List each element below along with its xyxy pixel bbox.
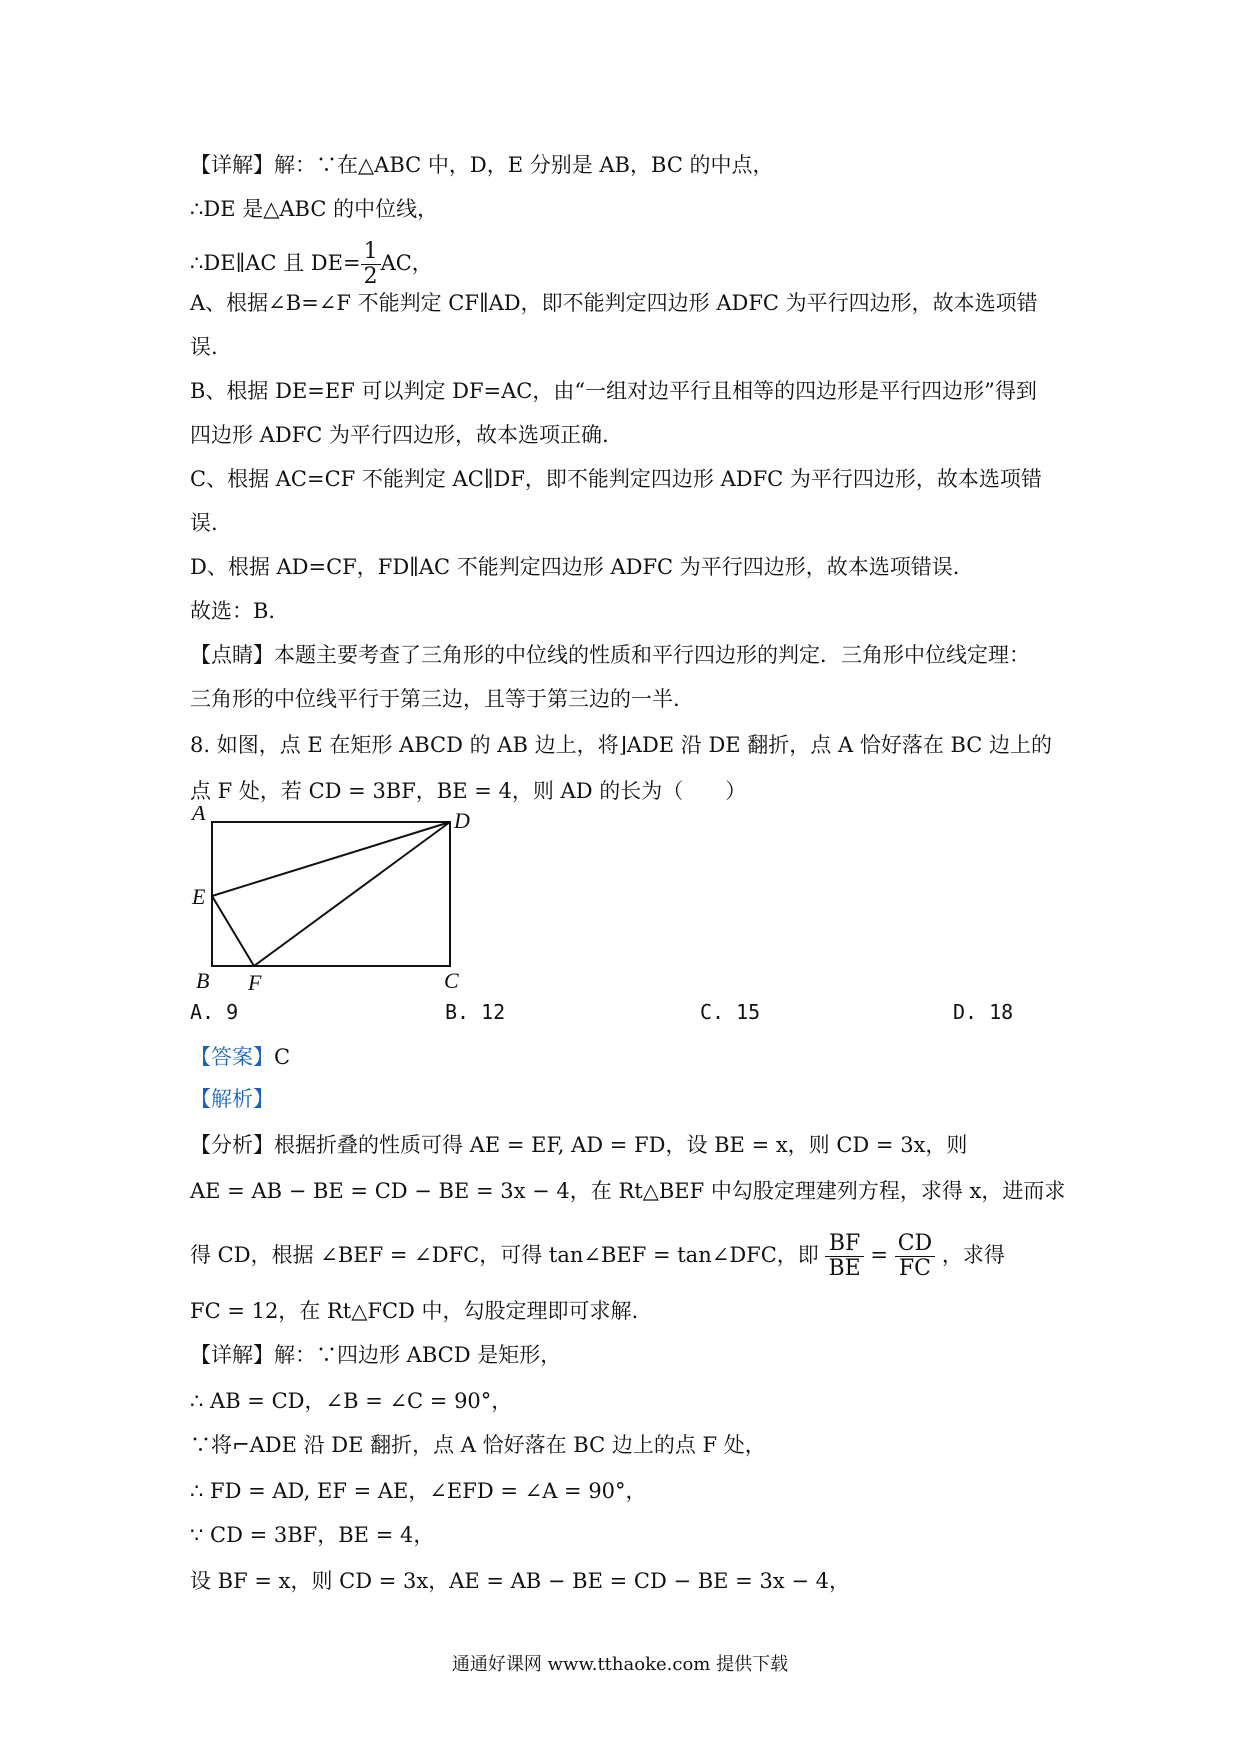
answer-line <box>190 1042 1070 1072</box>
text-segment: 得 CD，根据 ∠BEF = ∠DFC，可得 tan∠BEF = tan∠DFC，即 <box>190 1243 819 1267</box>
fraction-denominator: BE <box>828 1256 861 1281</box>
label-c: C <box>444 968 459 993</box>
analysis-line: ∵将⌐ADE 沿 DE 翻折，点 A 恰好落在 BC 边上的点 F 处， <box>190 1433 766 1457</box>
text-line: 故选：B. <box>190 599 276 623</box>
fraction-bf-be <box>825 1232 863 1281</box>
question-line: 点 F 处，若 CD = 3BF，BE = 4，则 AD 的长为（ ） <box>190 779 747 803</box>
analysis-tag: 【解析】 <box>190 1087 274 1111</box>
analysis-line-with-fractions: 得 CD，根据 ∠BEF = ∠DFC，可得 tan∠BEF = tan∠DFC，即 $\frac{BF}{BE}$ = $\frac{CD}{FC}$ ，求得 <box>190 1231 1005 1281</box>
segment-ef <box>212 896 254 966</box>
rectangle-fold-diagram <box>190 806 490 996</box>
analysis-line: ∴ FD = AD, EF = AE，∠EFD = ∠A = 90°， <box>190 1479 647 1503</box>
segment-ed <box>212 822 450 896</box>
text-segment: ∴DE∥AC 且 DE= <box>190 251 361 275</box>
choice-c: C. 15 <box>700 1000 761 1024</box>
analysis-line: FC = 12，在 Rt△FCD 中，勾股定理即可求解. <box>190 1299 639 1323</box>
rectangle-abcd <box>212 822 450 966</box>
text-line: 误. <box>190 335 218 359</box>
analysis-line: 【详解】解：∵四边形 ABCD 是矩形， <box>190 1343 562 1367</box>
fraction-denominator: FC <box>898 1256 931 1281</box>
analysis-line: 【分析】根据折叠的性质可得 AE = EF, AD = FD，设 BE = x，则 CD = 3x，则 <box>190 1133 968 1157</box>
segment-fd <box>254 822 450 966</box>
text-line-with-fraction <box>190 240 1070 289</box>
text-segment: AC， <box>380 251 433 275</box>
text-line: A、根据∠B=∠F 不能判定 CF∥AD，即不能判定四边形 ADFC 为平行四边形，故本选项错 <box>190 291 1038 315</box>
text-line: C、根据 AC=CF 不能判定 AC∥DF，即不能判定四边形 ADFC 为平行四边形，故本选项错 <box>190 467 1042 491</box>
analysis-line: 设 BF = x，则 CD = 3x，AE = AB − BE = CD − BE = 3x − 4， <box>190 1569 850 1593</box>
fraction-numerator: CD <box>895 1232 935 1257</box>
fraction-cd-fc <box>895 1232 935 1281</box>
text-line: 三角形的中位线平行于第三边，且等于第三边的一半. <box>190 687 680 711</box>
text-line: 误. <box>190 511 218 535</box>
fraction-denominator: 2 <box>363 264 378 289</box>
fraction-numerator: BF <box>825 1232 863 1257</box>
text-line: 四边形 ADFC 为平行四边形，故本选项正确. <box>190 423 609 447</box>
label-d: D <box>454 808 470 833</box>
fraction-numerator: 1 <box>361 240 381 265</box>
choice-a: A. 9 <box>190 1000 239 1024</box>
label-a: A <box>192 806 206 825</box>
label-f: F <box>248 970 262 995</box>
text-line: D、根据 AD=CF，FD∥AC 不能判定四边形 ADFC 为平行四边形，故本选项错误. <box>190 555 960 579</box>
analysis-line: ∵ CD = 3BF，BE = 4， <box>190 1523 435 1547</box>
analysis-line: ∴ AB = CD，∠B = ∠C = 90°， <box>190 1389 513 1413</box>
page-footer: 通通好课网 www.tthaoke.com 提供下载 <box>451 1654 789 1675</box>
choice-d: D. 18 <box>953 1000 1014 1024</box>
label-b: B <box>196 968 210 993</box>
text-line: 【详解】解：∵在△ABC 中，D，E 分别是 AB，BC 的中点， <box>190 153 774 177</box>
question-line: 8. 如图，点 E 在矩形 ABCD 的 AB 边上，将⌋ADE 沿 DE 翻折，点 A 恰好落在 BC 边上的 <box>190 733 1053 757</box>
text-line: B、根据 DE=EF 可以判定 DF=AC，由“一组对边平行且相等的四边形是平行四边形”得到 <box>190 379 1037 403</box>
text-segment: ，求得 <box>941 1243 1005 1267</box>
answer-tag: 【答案】 <box>190 1045 274 1069</box>
label-e: E <box>192 884 206 909</box>
choice-b: B. 12 <box>445 1000 506 1024</box>
text-line: 【点睛】本题主要考查了三角形的中位线的性质和平行四边形的判定．三角形中位线定理： <box>190 643 1030 667</box>
fraction-one-half <box>361 240 381 289</box>
analysis-line: AE = AB − BE = CD − BE = 3x − 4，在 Rt△BEF 中勾股定理建列方程，求得 x，进而求 <box>190 1179 1066 1203</box>
text-line: ∴DE 是△ABC 的中位线， <box>190 197 439 221</box>
answer-value: C <box>274 1045 291 1069</box>
